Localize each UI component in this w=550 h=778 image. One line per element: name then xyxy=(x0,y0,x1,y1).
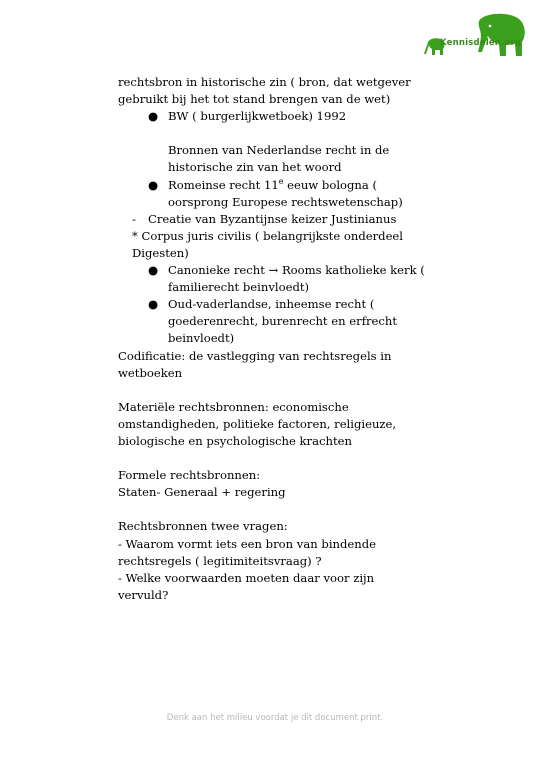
text-line: beinvloedt) xyxy=(168,331,235,346)
text-line: * Corpus juris civilis ( belangrijkste onderdeel xyxy=(132,228,404,243)
text-line: Codificatie: de vastlegging van rechtsregels in xyxy=(118,348,392,363)
text-line: goederenrecht, burenrecht en erfrecht xyxy=(168,314,398,329)
text-line: oorsprong Europese rechtswetenschap) xyxy=(168,194,403,209)
text-line: gebruikt bij het tot stand brengen van de wet) xyxy=(118,92,391,107)
text-line: historische zin van het woord xyxy=(168,160,342,175)
list-item: ● BW ( burgerlijkwetboek) 1992 xyxy=(118,108,463,125)
text-line: rechtsregels ( legitimiteitsvraag) ? xyxy=(118,553,322,568)
elephant-icon xyxy=(420,12,538,60)
text-line: Digesten) xyxy=(132,245,189,260)
bullet-icon: ● xyxy=(148,263,159,278)
text-line: - Waarom vormt iets een bron van bindende xyxy=(118,536,377,551)
text-line: rechtsbron in historische zin ( bron, dat wetgever xyxy=(118,75,411,89)
footer-note: Denk aan het milieu voordat je dit document print. xyxy=(166,713,384,723)
text-line: Bronnen van Nederlandse recht in de xyxy=(168,143,390,158)
bullet-icon: ● xyxy=(148,109,159,124)
arrow-right-icon: → xyxy=(268,263,279,278)
list-item: ● Oud-vaderlandse, inheemse recht ( xyxy=(118,296,463,313)
text-line: Materiële rechtsbronnen: economische xyxy=(118,399,349,414)
logo-text: Kennisdelen.org xyxy=(440,38,522,48)
text-line: familierecht beinvloedt) xyxy=(168,280,310,295)
text-line: Staten- Generaal + regering xyxy=(118,485,286,500)
text-line: Formele rechtsbronnen: xyxy=(118,468,261,483)
dash-icon: - xyxy=(132,211,136,226)
bullet-icon: ● xyxy=(148,297,159,312)
text-line: vervuld? xyxy=(118,587,169,602)
bullet-icon: ● xyxy=(148,177,159,192)
list-item: ● Romeinse recht 11e eeuw bologna ( xyxy=(118,177,463,194)
text-line: omstandigheden, politieke factoren, religieuze, xyxy=(118,416,397,431)
document-body xyxy=(118,74,463,604)
kennisdelen-logo[interactable] xyxy=(420,12,538,60)
list-item: ● Canonieke recht → Rooms katholieke kerk ( xyxy=(118,262,463,279)
list-item: - Creatie van Byzantijnse keizer Justinianus xyxy=(118,211,463,228)
text-line: - Welke voorwaarden moeten daar voor zijn xyxy=(118,570,375,585)
text-line: wetboeken xyxy=(118,365,183,380)
text-line: biologische en psychologische krachten xyxy=(118,433,352,448)
text-line: Rechtsbronnen twee vragen: xyxy=(118,519,288,534)
